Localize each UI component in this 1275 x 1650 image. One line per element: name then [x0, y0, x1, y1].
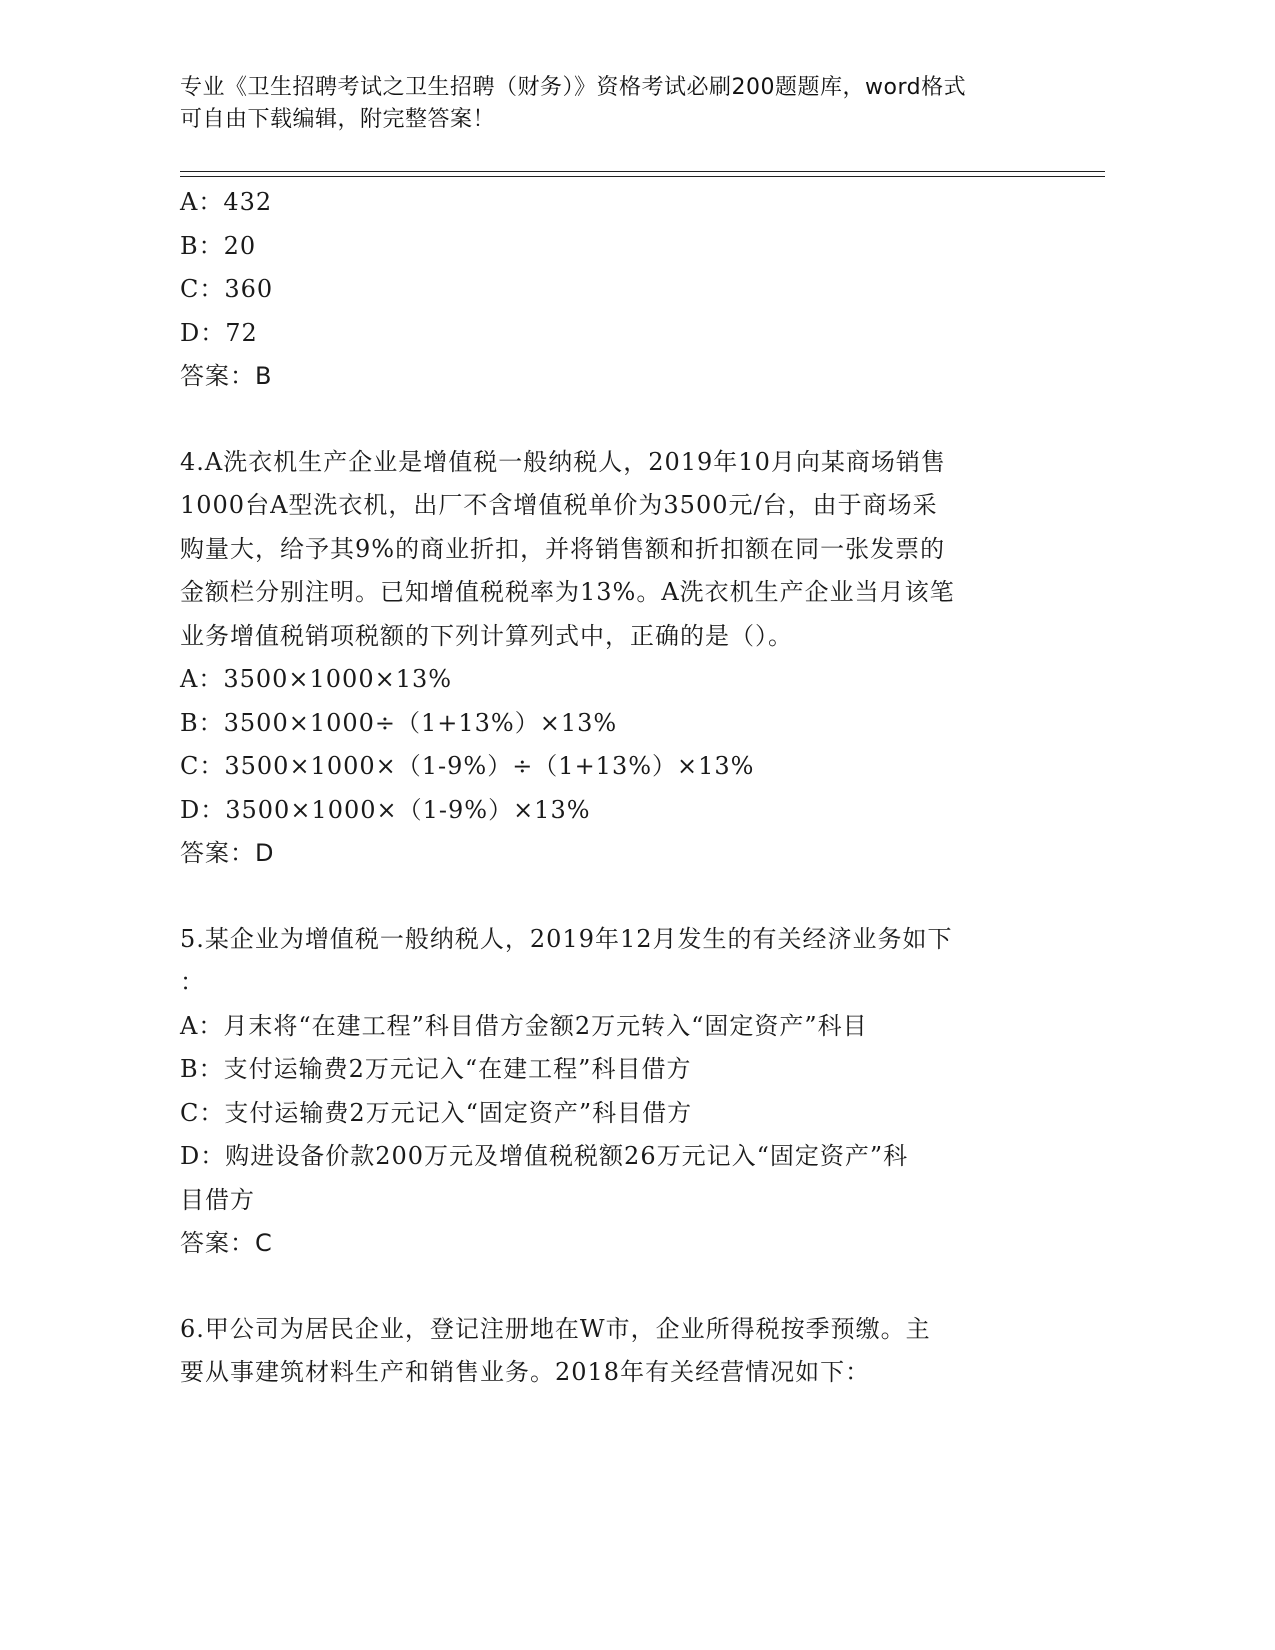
document-header [180, 72, 1040, 136]
q5-answer: 答案：C [180, 1229, 273, 1257]
q5-option-c: C：支付运输费2万元记入“固定资产”科目借方 [180, 1098, 693, 1127]
question-4 [180, 444, 1040, 879]
q3-option-d: D：72 [180, 318, 258, 347]
q5-option-d-line-1: D：购进设备价款200万元及增值税税额26万元记入“固定资产”科 [180, 1142, 909, 1170]
q4-stem-line-3: 购量大，给予其9%的商业折扣，并将销售额和折扣额在同一张发票的 [180, 534, 946, 563]
q6-stem-line-2: 要从事建筑材料生产和销售业务。2018年有关经营情况如下： [180, 1358, 871, 1386]
spacer [180, 402, 1040, 444]
q5-stem-line-1: 5.某企业为增值税一般纳税人，2019年12月发生的有关经济业务如下 [180, 924, 953, 953]
q4-stem-line-4: 金额栏分别注明。已知增值税税率为13%。A洗衣机生产企业当月该笔 [180, 578, 955, 606]
q5-option-a: A：月末将“在建工程”科目借方金额2万元转入“固定资产”科目 [180, 1011, 868, 1040]
header-divider-bottom [180, 176, 1105, 177]
q4-option-d: D：3500×1000×（1-9%）×13% [180, 795, 591, 824]
question-6 [180, 1311, 1040, 1398]
q6-stem-line-1: 6.甲公司为居民企业，登记注册地在W市，企业所得税按季预缴。主 [180, 1314, 931, 1343]
q3-option-c: C：360 [180, 275, 274, 303]
q3-option-b: B：20 [180, 231, 257, 260]
q3-option-a: A：432 [180, 188, 273, 216]
question-content [180, 184, 1040, 1398]
q4-answer: 答案：D [180, 839, 275, 867]
header-title-line-1: 专业《卫生招聘考试之卫生招聘（财务）》资格考试必刷200题题库，word格式 [180, 75, 967, 100]
header-divider-top [180, 171, 1105, 172]
q4-stem-line-5: 业务增值税销项税额的下列计算列式中，正确的是（）。 [180, 621, 793, 650]
q4-option-c: C：3500×1000×（1-9%）÷（1+13%）×13% [180, 752, 755, 780]
question-3 [180, 184, 1040, 402]
q5-stem-line-2: ： [180, 968, 205, 996]
header-title-line-2: 可自由下载编辑，附完整答案！ [180, 107, 496, 132]
spacer [180, 1269, 1040, 1311]
q4-stem-line-1: 4.A洗衣机生产企业是增值税一般纳税人，2019年10月向某商场销售 [180, 447, 946, 476]
q4-stem-line-2: 1000台A型洗衣机，出厂不含增值税单价为3500元/台，由于商场采 [180, 491, 938, 519]
q5-option-b: B：支付运输费2万元记入“在建工程”科目借方 [180, 1055, 692, 1083]
question-5 [180, 921, 1040, 1269]
q3-answer: 答案：B [180, 362, 273, 390]
spacer [180, 879, 1040, 921]
q4-option-b: B：3500×1000÷（1+13%）×13% [180, 708, 618, 737]
q5-option-d-line-2: 目借方 [180, 1185, 255, 1214]
q4-option-a: A：3500×1000×13% [180, 665, 453, 693]
